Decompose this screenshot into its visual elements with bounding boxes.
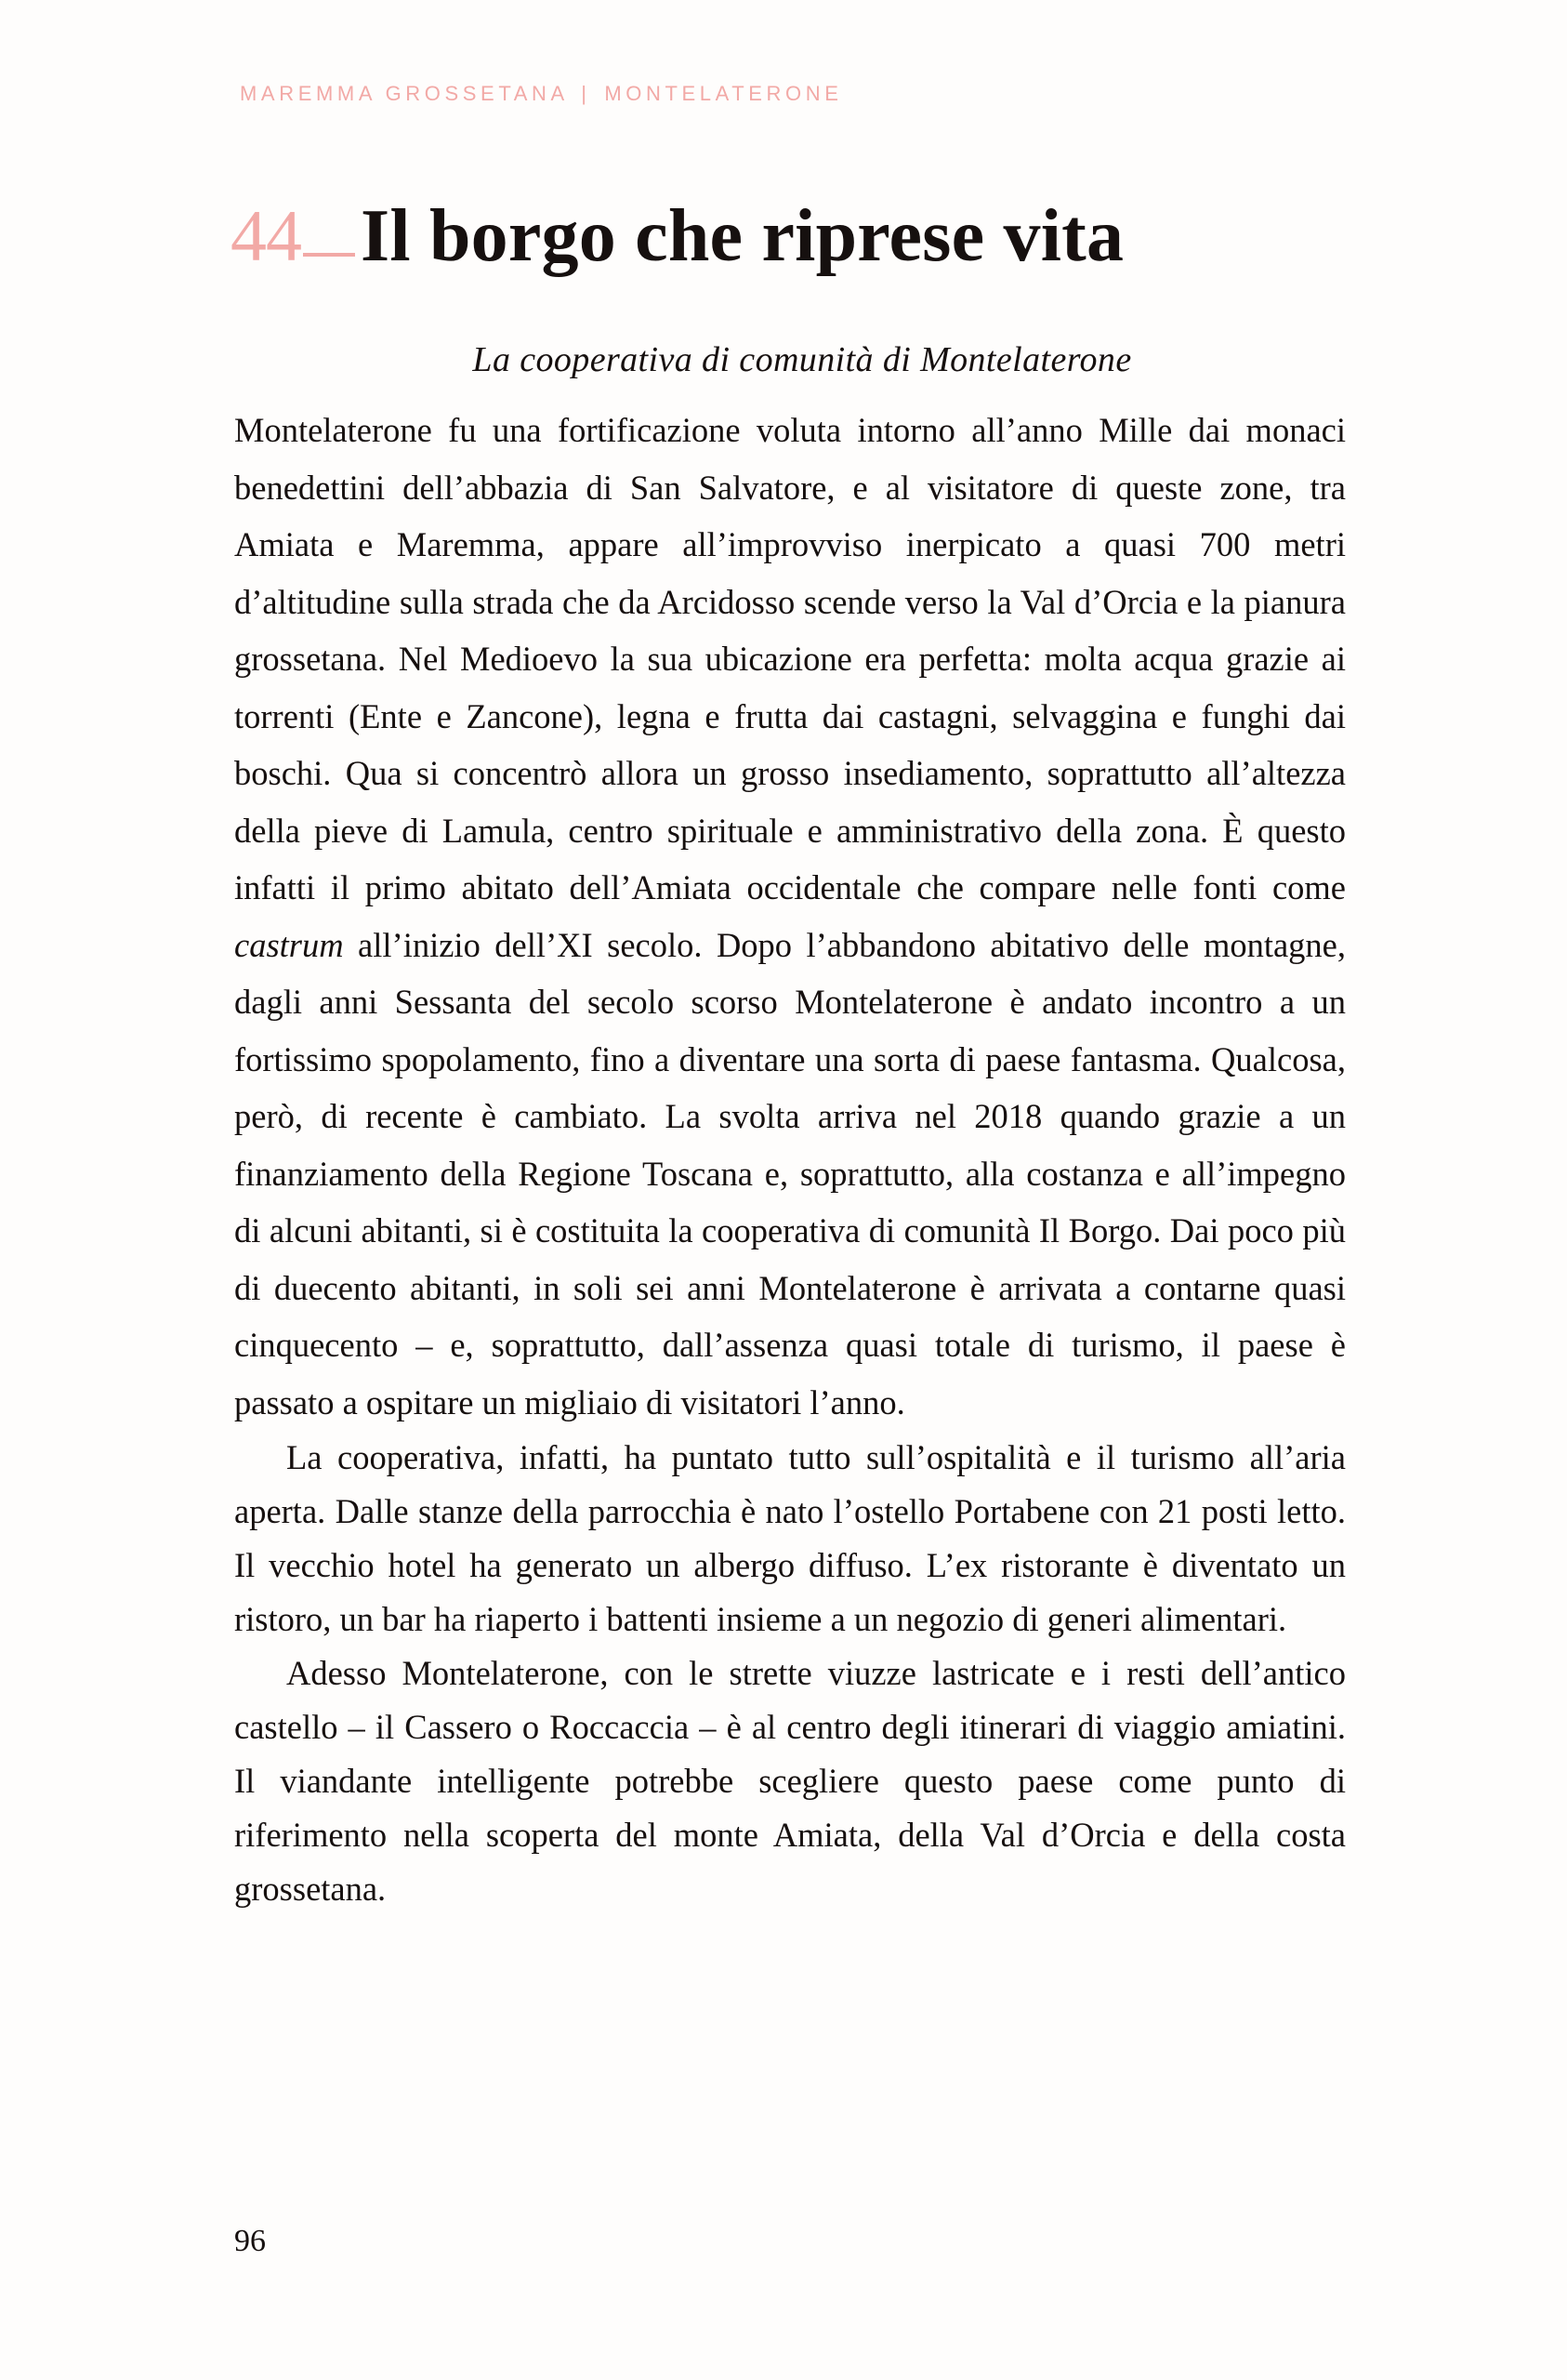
running-head-separator: | xyxy=(581,82,591,105)
body-paragraph: La cooperativa, infatti, ha puntato tutto sull’ospitalità e il turismo all’aria aperta. Dalle stanze della parrocchia è nato l’ostello Portabene con 21 posti letto. Il vecchio hotel ha generato un albergo diffuso. L’ex ristorante è diventato un ristoro, un bar ha riaperto i battenti insieme a un negozio di generi alimentari. xyxy=(234,1438,1346,1638)
title-line xyxy=(0,149,1567,323)
body-text xyxy=(234,402,1346,1916)
running-head-place: MONTELATERONE xyxy=(604,82,843,105)
page-number: 96 xyxy=(234,2224,266,2258)
emphasis-term: castrum xyxy=(234,925,344,964)
page-title: Il borgo che riprese vita xyxy=(361,194,1125,277)
body-paragraph: Montelaterone fu una fortificazione voluta intorno all’anno Mille dai monaci benedettini dell’abbazia di San Salvatore, e al visitatore di queste zone, tra Amiata e Maremma, appare all’improvviso inerpicato a quasi 700 metri d’altitudine sulla strada che da Arcidosso scende verso la Val d’Orcia e la pianura grossetana. Nel Medioevo la sua ubicazione era perfetta: molta acqua grazie ai torrenti (Ente e Zancone), legna e frutta dai castagni, selvaggina e funghi dai boschi. Qua si concentrò allora un grosso insediamento, soprattutto all’altezza della pieve di Lamula, centro spirituale e amministrativo della zona. È questo infatti il primo abitato dell’Amiata occidentale che compare nelle fonti come castrum all’inizio dell’XI secolo. Dopo l’abbandono abitativo delle montagne, dagli anni Sessanta del secolo scorso Montelaterone è andato incontro a un fortissimo spopolamento, fino a diventare una sorta di paese fantasma. Qualcosa, però, di recente è cambiato. La svolta arriva nel 2018 quando grazie a un finanziamento della Regione Toscana e, soprattutto, alla costanza e all’impegno di alcuni abitanti, si è costituita la cooperativa di comunità Il Borgo. Dai poco più di duecento abitanti, in soli sei anni Montelaterone è arrivata a contarne quasi cinquecento – e, soprattutto, dall’assenza quasi totale di turismo, il paese è passato a ospitare un migliaio di visitatori l’anno. xyxy=(234,411,1346,1421)
chapter-rule-icon xyxy=(303,253,355,257)
title-block xyxy=(0,149,1567,380)
chapter-number: 44 xyxy=(230,194,301,276)
chapter-subtitle: La cooperativa di comunità di Montelaterone xyxy=(472,340,1132,380)
body-paragraph: Adesso Montelaterone, con le strette viuzze lastricate e i resti dell’antico castello – il Cassero o Roccaccia – è al centro degli itinerari di viaggio amiatini. Il viandante intelligente potrebbe scegliere questo paese come punto di riferimento nella scoperta del monte Amiata, della Val d’Orcia e della costa grossetana. xyxy=(234,1654,1346,1908)
running-head xyxy=(240,82,843,106)
running-head-region: MAREMMA GROSSETANA xyxy=(240,82,568,105)
